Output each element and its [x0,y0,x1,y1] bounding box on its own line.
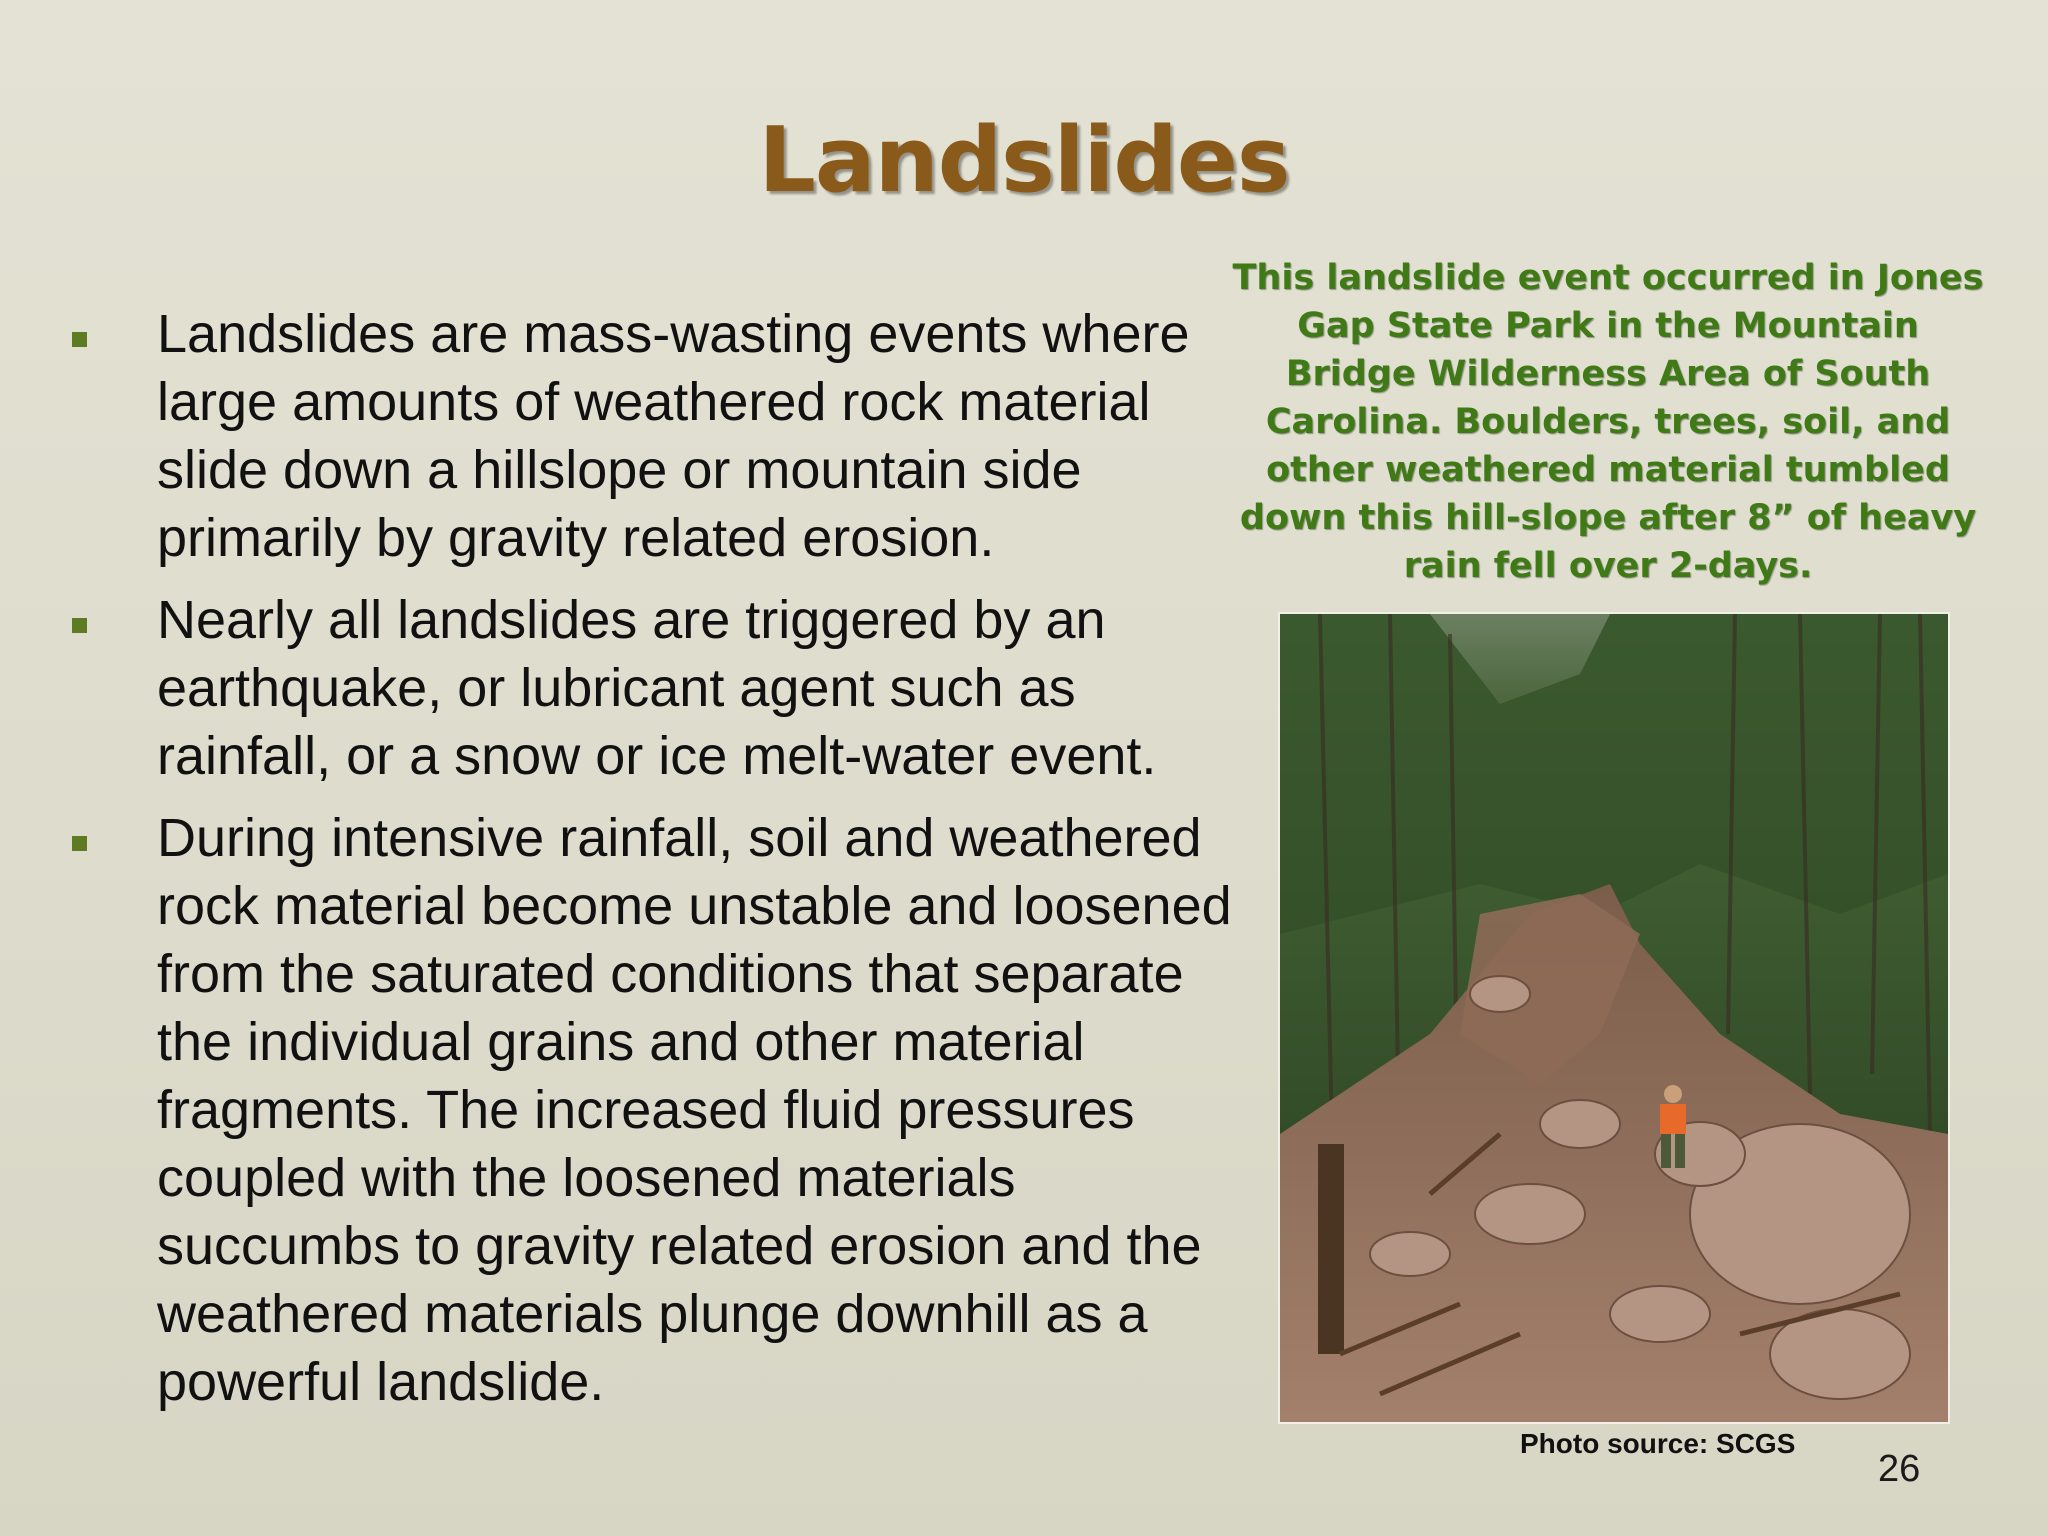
bullet-square-icon [72,618,87,633]
bullet-text: Nearly all landslides are triggered by an earthquake, or lubricant agent such as rainfall, or a snow or ice melt-water event. [157,590,1157,786]
bullet-text: Landslides are mass-wasting events where large amounts of weathered rock material slide down a hillslope or mountain side primarily by gravity related erosion. [157,304,1190,568]
landslide-photo [1278,612,1950,1424]
page-number: 26 [1878,1448,1921,1490]
bullet-list [60,300,1250,1430]
bullet-item [60,586,1250,790]
photo-caption: This landslide event occurred in Jones Gap State Park in the Mountain Bridge Wilderness Area of South Carolina. Boulders, trees, soil, and other weathered material tumbled down this hill-slope after 8” of heavy rain fell over 2-days. [1232,258,1984,586]
bullet-text: During intensive rainfall, soil and weathered rock material become unstable and loosened from the saturated conditions that separate the individual grains and other material fragments. The increased fluid pressures coupled with the loosened materials succumbs to gravity related erosion and the weathered materials plunge downhill as a powerful landslide. [157,808,1232,1412]
bullet-square-icon [72,332,87,347]
bullet-item [60,300,1250,572]
landslide-photo-illustration [1280,614,1948,1422]
photo-source: Photo source: SCGS [1520,1428,1796,1459]
slide-title: Landslides [758,108,1290,213]
bullet-square-icon [72,836,87,851]
bullet-item [60,804,1250,1416]
